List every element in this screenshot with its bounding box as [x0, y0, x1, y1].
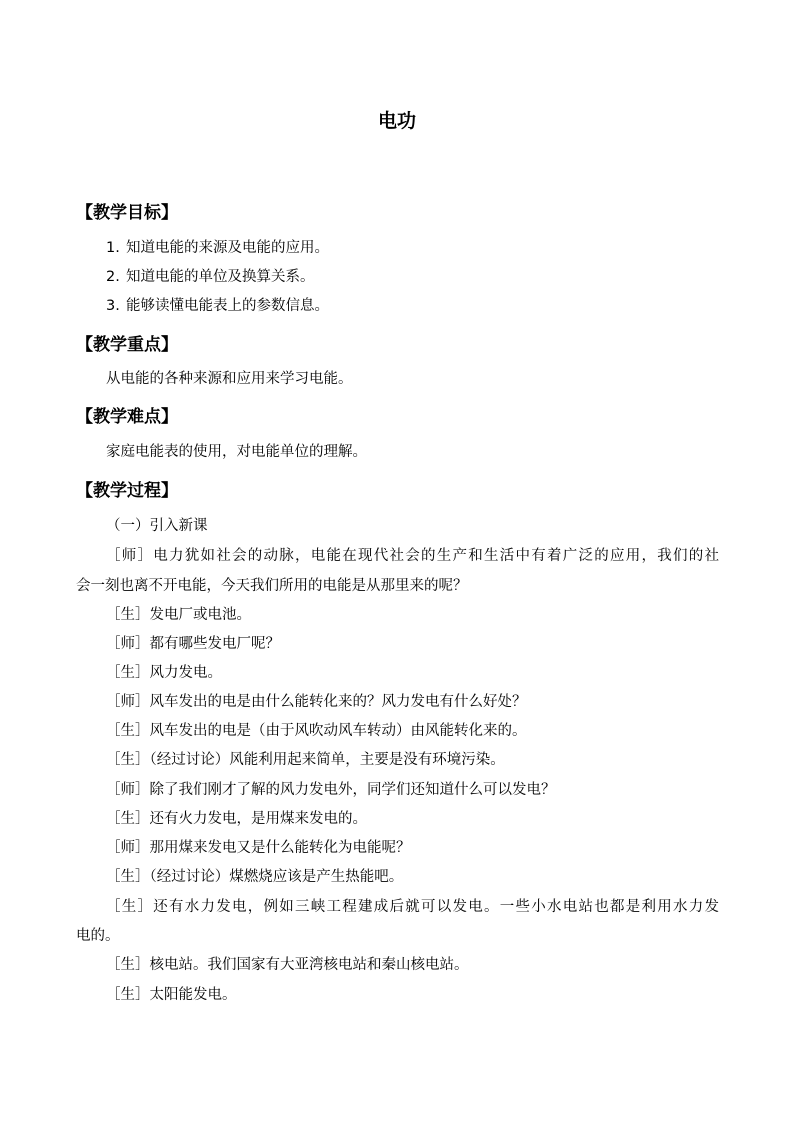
- dialogue-line: ［生］还有火力发电，是用煤来发电的。: [106, 811, 367, 827]
- dialogue-line: ［生］太阳能发电。: [106, 987, 237, 1003]
- goal-text: 能够读懂电能表上的参数信息。: [126, 298, 329, 314]
- page-title: 电功: [377, 110, 416, 132]
- dialogue-line: 电的。: [76, 928, 120, 944]
- goal-number: 3.: [106, 298, 120, 314]
- dialogue-line: ［师］电力犹如社会的动脉，电能在现代社会的生产和生活中有着广泛的应用，我们的社: [106, 548, 719, 564]
- goal-text: 知道电能的来源及电能的应用。: [126, 240, 329, 256]
- key-points-text: 从电能的各种来源和应用来学习电能。: [106, 371, 353, 387]
- dialogue-line: ［师］那用煤来发电又是什么能转化为电能呢？: [106, 840, 411, 856]
- section-heading-difficulties: 【教学难点】: [76, 407, 178, 427]
- dialogue-line: ［生］发电厂或电池。: [106, 607, 251, 623]
- dialogue-line: ［师］都有哪些发电厂呢？: [106, 636, 280, 652]
- process-subheading: （一）引入新课: [106, 518, 208, 534]
- goal-item: [106, 267, 315, 287]
- dialogue-line: ［生］（经过讨论）风能利用起来简单，主要是没有环境污染。: [106, 752, 505, 768]
- dialogue-line: ［生］（经过讨论）煤燃烧应该是产生热能吧。: [106, 869, 404, 885]
- section-heading-goals: 【教学目标】: [76, 203, 178, 223]
- goal-item: [106, 238, 329, 258]
- dialogue-line: ［生］风车发出的电是（由于风吹动风车转动）由风能转化来的。: [106, 723, 527, 739]
- dialogue-line: 会一刻也离不开电能，今天我们所用的电能是从那里来的呢？: [76, 578, 468, 594]
- section-heading-process: 【教学过程】: [76, 481, 178, 501]
- goal-item: [106, 296, 329, 316]
- dialogue-line: ［生］核电站。我们国家有大亚湾核电站和秦山核电站。: [106, 957, 469, 973]
- dialogue-line: ［生］风力发电。: [106, 665, 222, 681]
- section-heading-key-points: 【教学重点】: [76, 335, 178, 355]
- goal-text: 知道电能的单位及换算关系。: [126, 269, 315, 285]
- goal-number: 2.: [106, 269, 120, 285]
- dialogue-line: ［师］风车发出的电是由什么能转化来的？风力发电有什么好处？: [106, 694, 527, 710]
- goal-number: 1.: [106, 240, 120, 256]
- difficulties-text: 家庭电能表的使用，对电能单位的理解。: [106, 444, 367, 460]
- dialogue-line: ［师］除了我们刚才了解的风力发电外，同学们还知道什么可以发电？: [106, 782, 556, 798]
- dialogue-line: ［生］还有水力发电，例如三峡工程建成后就可以发电。一些小水电站也都是利用水力发: [106, 899, 719, 915]
